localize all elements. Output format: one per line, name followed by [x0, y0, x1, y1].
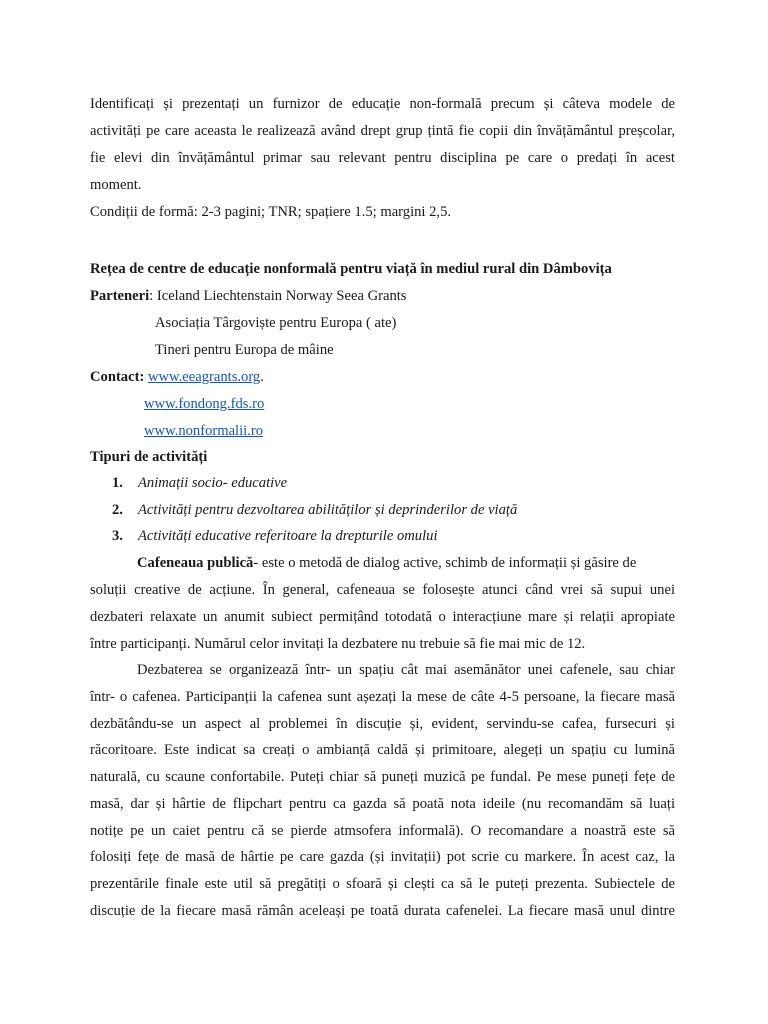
intro-line-3: fie elevi din învățământul primar sau relevant pentru disciplina pe care o predați în acest [90, 150, 675, 166]
link-fondong[interactable]: www.fondong.fds.ro [144, 396, 265, 412]
contact-link-line-3 [144, 422, 263, 440]
activity-text-3: Activități educative referitoare la drepturile omului [138, 528, 438, 544]
cafenea-p1-line-4: între participanți. Numărul celor invitați la dezbatere nu trebuie să fie mai mic de 12. [90, 636, 586, 652]
activity-item-2 [112, 501, 517, 519]
cafenea-p1-line-2: soluții creative de acțiune. În general, cafeneaua se folosește atunci când vrei să supui unei [90, 582, 675, 598]
cafenea-p1-line-1: - este o metodă de dialog active, schimb de informații și găsire de [253, 555, 637, 571]
contact-link-line-2 [144, 395, 264, 413]
activity-item-3 [112, 527, 438, 545]
cafenea-p2-line-2: într- o cafenea. Participanții la cafenea sunt așezați la mese de câte 4-5 persoane, la fiecare masă [90, 689, 675, 705]
activity-item-1 [112, 474, 287, 492]
contact-label: Contact: [90, 369, 145, 385]
intro-line-4: moment. [90, 177, 142, 193]
link-eeagrants[interactable]: www.eeagrants.org [147, 369, 261, 385]
contact-period: . [260, 369, 264, 385]
partner-second: Asociația Târgoviște pentru Europa ( ate) [155, 315, 397, 331]
activity-number-2: 2. [112, 502, 123, 518]
activity-text-2: Activități pentru dezvoltarea abilităților și deprinderilor de viață [138, 502, 518, 518]
section-title: Rețea de centre de educație nonformală pentru viață în mediul rural din Dâmbovița [90, 261, 612, 277]
cafenea-p2-line-9: prezentările finale este util să pregătiți o sfoară și clești ca să le puteți prezenta. Subiectele de [90, 876, 675, 892]
cafenea-p2-line-8: folosiți fețe de masă de hârtie pe care gazda (și invitații) pot scrie cu markere. În acest caz, la [90, 849, 675, 865]
conditions-line: Condiții de formă: 2-3 pagini; TNR; spațiere 1.5; margini 2,5. [90, 204, 452, 220]
activity-text-1: Animații socio- educative [138, 475, 288, 491]
partners-first: : Iceland Liechtenstain Norway Seea Grants [149, 288, 407, 304]
activities-heading: Tipuri de activități [90, 449, 208, 465]
partners-line [90, 287, 406, 305]
cafenea-p2-line-10: discuție de la fiecare masă rămân aceleași pe toată durata cafenelei. La fiecare masă unul dintre [90, 903, 675, 919]
intro-line-1: Identificați și prezentați un furnizor de educație non-formală precum și câteva modele de [90, 96, 675, 112]
cafenea-p1-line-3: dezbateri relaxate un anumit subiect permițând totodată o interacțiune mare și relații apropiate [90, 609, 675, 625]
cafenea-p2-line-5: naturală, cu scaune confortabile. Puteți chiar să puneți muzică pe fundal. Pe mese puneți fețe de [90, 769, 675, 785]
partners-label: Parteneri [90, 288, 150, 304]
cafenea-p2-line-3: dezbătându-se un aspect al problemei în discuție și, evident, servindu-se cafea, fursecuri și [90, 716, 675, 732]
cafenea-p2-line-4: răcoritoare. Este indicat sa creați o ambianță caldă și primitoare, alegeți un spațiu cu lumină [90, 742, 675, 758]
cafenea-p2-line-1: Dezbaterea se organizează într- un spațiu cât mai asemănător unei cafenele, sau chiar [137, 662, 675, 678]
cafenea-title: Cafeneaua publică [137, 555, 254, 571]
cafenea-p2-line-6: masă, dar și hârtie de flipchart pentru ca gazda să poată nota ideile (nu recomandăm să luați [90, 796, 675, 812]
partner-third: Tineri pentru Europa de mâine [155, 342, 334, 358]
cafenea-first-line [137, 554, 636, 572]
contact-line [90, 368, 264, 386]
intro-line-2: activități pe care aceasta le realizează având drept grup țintă fie copii din învățământul preșcolar, [90, 123, 675, 139]
activity-number-3: 3. [112, 528, 123, 544]
activity-number-1: 1. [112, 475, 123, 491]
link-nonformalii[interactable]: www.nonformalii.ro [144, 423, 264, 439]
cafenea-p2-line-7: notițe pe un caiet pentru că se pierde atmsofera informală). O recomandare a noastră este să [90, 823, 675, 839]
